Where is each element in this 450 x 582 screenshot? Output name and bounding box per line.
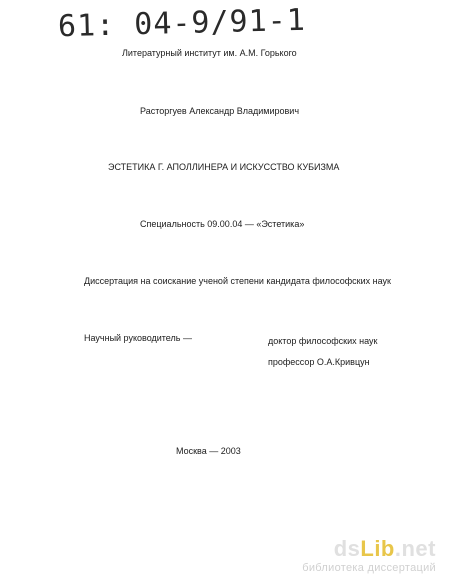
watermark-logo-lib: Lib [360, 536, 395, 561]
supervisor-label: Научный руководитель — [84, 333, 192, 343]
watermark-logo-ds: ds [333, 536, 361, 561]
specialty-line: Специальность 09.00.04 — «Эстетика» [140, 219, 305, 229]
watermark-logo [302, 538, 436, 560]
supervisor-name: профессор О.А.Кривцун [268, 357, 370, 367]
supervisor-degree: доктор философских наук [268, 336, 378, 346]
watermark-subtitle: библиотека диссертаций [302, 562, 436, 574]
watermark-logo-net: .net [394, 536, 436, 561]
degree-line: Диссертация на соискание ученой степени кандидата философских наук [84, 276, 391, 286]
handwritten-catalog-number: 61: 04-9/91-1 [57, 2, 307, 45]
city-year: Москва — 2003 [176, 446, 241, 456]
author-name: Расторгуев Александр Владимирович [140, 106, 300, 116]
watermark [302, 538, 436, 574]
institute-name: Литературный институт им. А.М. Горького [122, 48, 297, 58]
dissertation-title: ЭСТЕТИКА Г. АПОЛЛИНЕРА И ИСКУССТВО КУБИЗМА [108, 162, 340, 172]
